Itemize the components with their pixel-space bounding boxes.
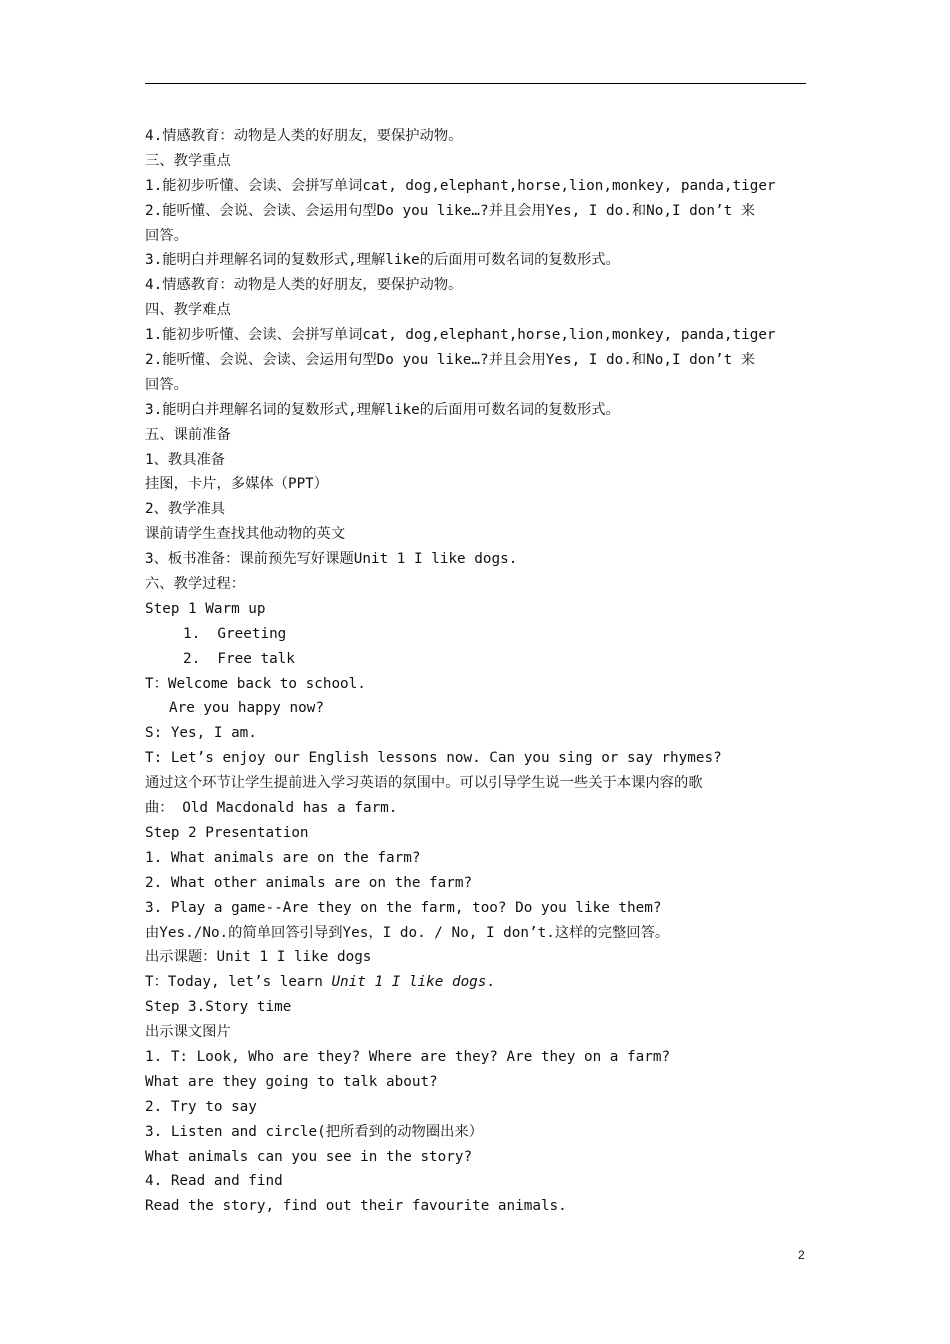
text-line: Read the story, find out their favourite animals. (145, 1198, 567, 1215)
text-line: 由Yes./No.的简单回答引导到Yes，I do. / No, I don’t.这样的完整回答。 (145, 924, 670, 941)
text-line: 回答。 (145, 227, 188, 244)
step-heading: Step 2 Presentation (145, 824, 309, 841)
text-line: 3、板书准备：课前预先写好课题Unit 1 I like dogs. (145, 551, 518, 568)
text-line: 2. What other animals are on the farm? (145, 874, 473, 891)
text-line: 挂图，卡片，多媒体（PPT） (145, 476, 329, 493)
text-line: 2. Try to say (145, 1098, 257, 1115)
text-line: What animals can you see in the story? (145, 1148, 473, 1165)
text-line: 出示课题：Unit 1 I like dogs (145, 949, 372, 966)
text-line: 回答。 (145, 376, 188, 393)
section-heading: 六、教学过程： (145, 576, 246, 593)
text-line: T: Let’s enjoy our English lessons now. Can you sing or say rhymes? (145, 750, 722, 767)
step-heading: Step 1 Warm up (145, 600, 266, 617)
text-line: What are they going to talk about? (145, 1073, 438, 1090)
page-number: 2 (798, 1248, 805, 1262)
text-fragment: T：Today, let’s learn (145, 974, 332, 991)
list-item: 1. Greeting (183, 625, 287, 642)
text-fragment: . (486, 974, 495, 991)
section-heading: 四、教学难点 (145, 302, 231, 319)
list-item: 2. Free talk (183, 650, 295, 667)
text-line: 3.能明白并理解名词的复数形式,理解like的后面用可数名词的复数形式。 (145, 401, 620, 418)
text-line: 1、教具准备 (145, 451, 226, 468)
text-line: 2.能听懂、会说、会读、会运用句型Do you like…?并且会用Yes, I do.和No,I don’t 来 (145, 202, 756, 219)
text-line: 曲： Old Macdonald has a farm. (145, 800, 398, 817)
text-line: 1.能初步听懂、会读、会拼写单词cat, dog,elephant,horse,lion,monkey, panda,tiger (145, 327, 776, 344)
text-line: 课前请学生查找其他动物的英文 (145, 526, 346, 543)
section-heading: 三、教学重点 (145, 152, 231, 169)
document-body (145, 124, 810, 1219)
lesson-title-italic: Unit 1 I like dogs (331, 974, 487, 991)
text-line: 2.能听懂、会说、会读、会运用句型Do you like…?并且会用Yes, I do.和No,I don’t 来 (145, 352, 756, 369)
header-rule (145, 83, 806, 84)
text-line: 3. Play a game--Are they on the farm, too? Do you like them? (145, 899, 662, 916)
text-line: 4. Read and find (145, 1173, 283, 1190)
text-line: S: Yes, I am. (145, 725, 257, 742)
text-line: 出示课文图片 (145, 1024, 231, 1041)
text-line: 1.能初步听懂、会读、会拼写单词cat, dog,elephant,horse,lion,monkey, panda,tiger (145, 177, 776, 194)
text-line: 4.情感教育：动物是人类的好朋友，要保护动物。 (145, 277, 463, 294)
section-heading: 五、课前准备 (145, 426, 231, 443)
text-line: 1. What animals are on the farm? (145, 849, 421, 866)
text-line: 通过这个环节让学生提前进入学习英语的氛围中。可以引导学生说一些关于本课内容的歌 (145, 775, 703, 792)
step-heading: Step 3.Story time (145, 999, 292, 1016)
text-line: T：Welcome back to school. (145, 675, 366, 692)
text-line: 4.情感教育：动物是人类的好朋友，要保护动物。 (145, 128, 463, 144)
text-line: 2、教学准具 (145, 501, 226, 518)
text-line: Are you happy now? (169, 700, 324, 717)
text-line (145, 970, 810, 995)
text-line: 1. T: Look, Who are they? Where are they? Are they on a farm? (145, 1048, 671, 1065)
text-line: 3.能明白并理解名词的复数形式,理解like的后面用可数名词的复数形式。 (145, 252, 620, 269)
text-line: 3. Listen and circle(把所看到的动物圈出来） (145, 1123, 484, 1140)
